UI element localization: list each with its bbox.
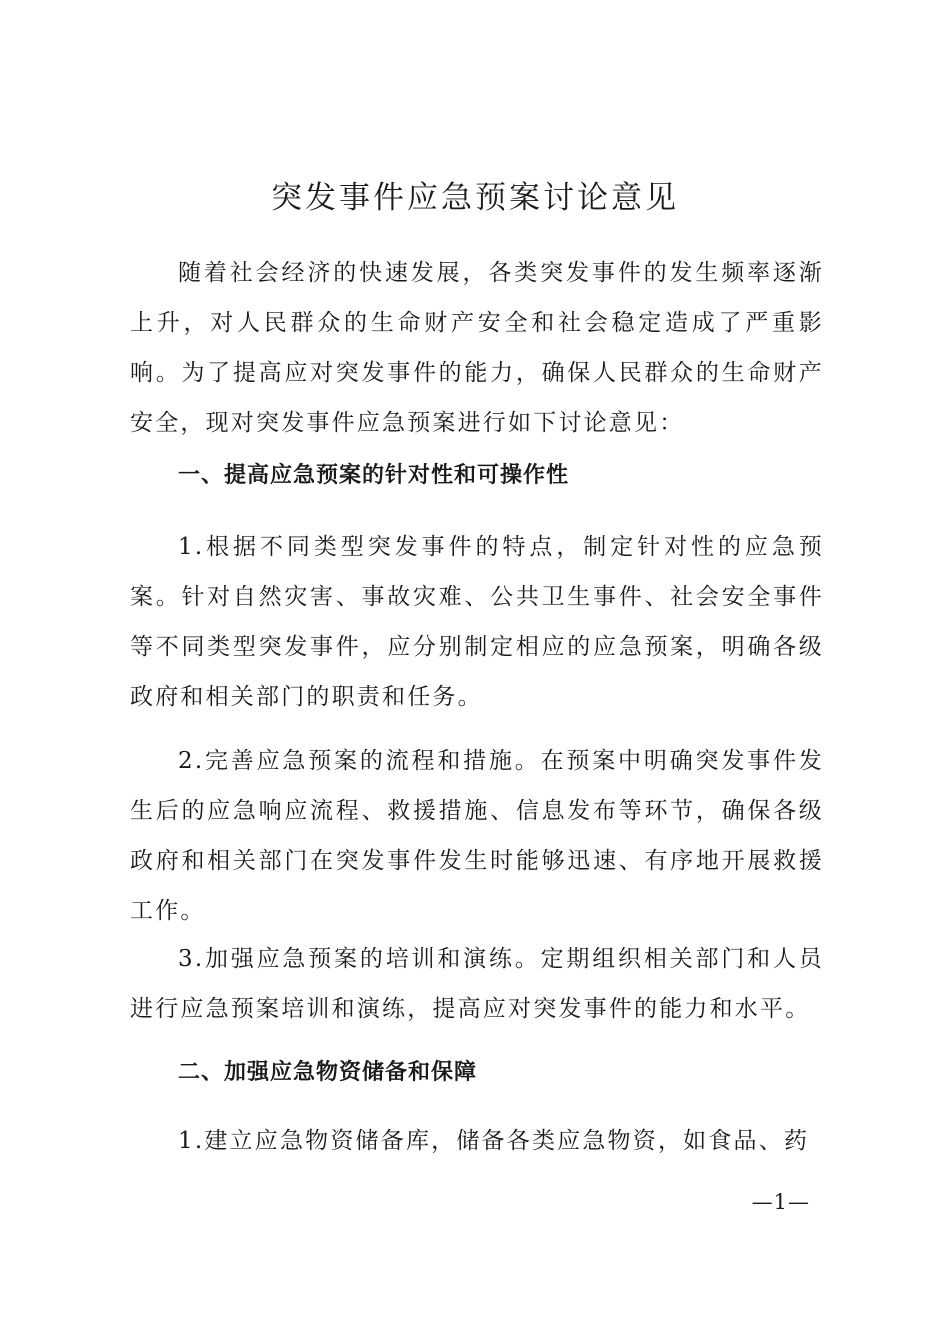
- section-1-heading: 一、提高应急预案的针对性和可操作性: [178, 463, 570, 488]
- intro-paragraph: 随着社会经济的快速发展，各类突发事件的发生频率逐渐上升，对人民群众的生命财产安全和社会稳定造成了严重影响。为了提高应对突发事件的能力，确保人民群众的生命财产安全，现对突发事件应急预案进行如下讨论意见：: [130, 260, 824, 436]
- section-1-item-3: 3.加强应急预案的培训和演练。定期组织相关部门和人员进行应急预案培训和演练，提高应对突发事件的能力和水平。: [130, 946, 824, 1022]
- document-title: 突发事件应急预案讨论意见: [271, 180, 679, 216]
- section-2-heading: 二、加强应急物资储备和保障: [178, 1060, 478, 1085]
- page-number: —1—: [751, 1190, 810, 1214]
- section-1-item-1: 1.根据不同类型突发事件的特点，制定针对性的应急预案。针对自然灾害、事故灾难、公共卫生事件、社会安全事件等不同类型突发事件，应分别制定相应的应急预案，明确各级政府和相关部门的职责和任务。: [130, 534, 824, 710]
- section-1-item-2: 2.完善应急预案的流程和措施。在预案中明确突发事件发生后的应急响应流程、救援措施、信息发布等环节，确保各级政府和相关部门在突发事件发生时能够迅速、有序地开展救援工作。: [130, 748, 824, 924]
- section-2-item-1: 1.建立应急物资储备库，储备各类应急物资，如食品、药: [178, 1128, 810, 1154]
